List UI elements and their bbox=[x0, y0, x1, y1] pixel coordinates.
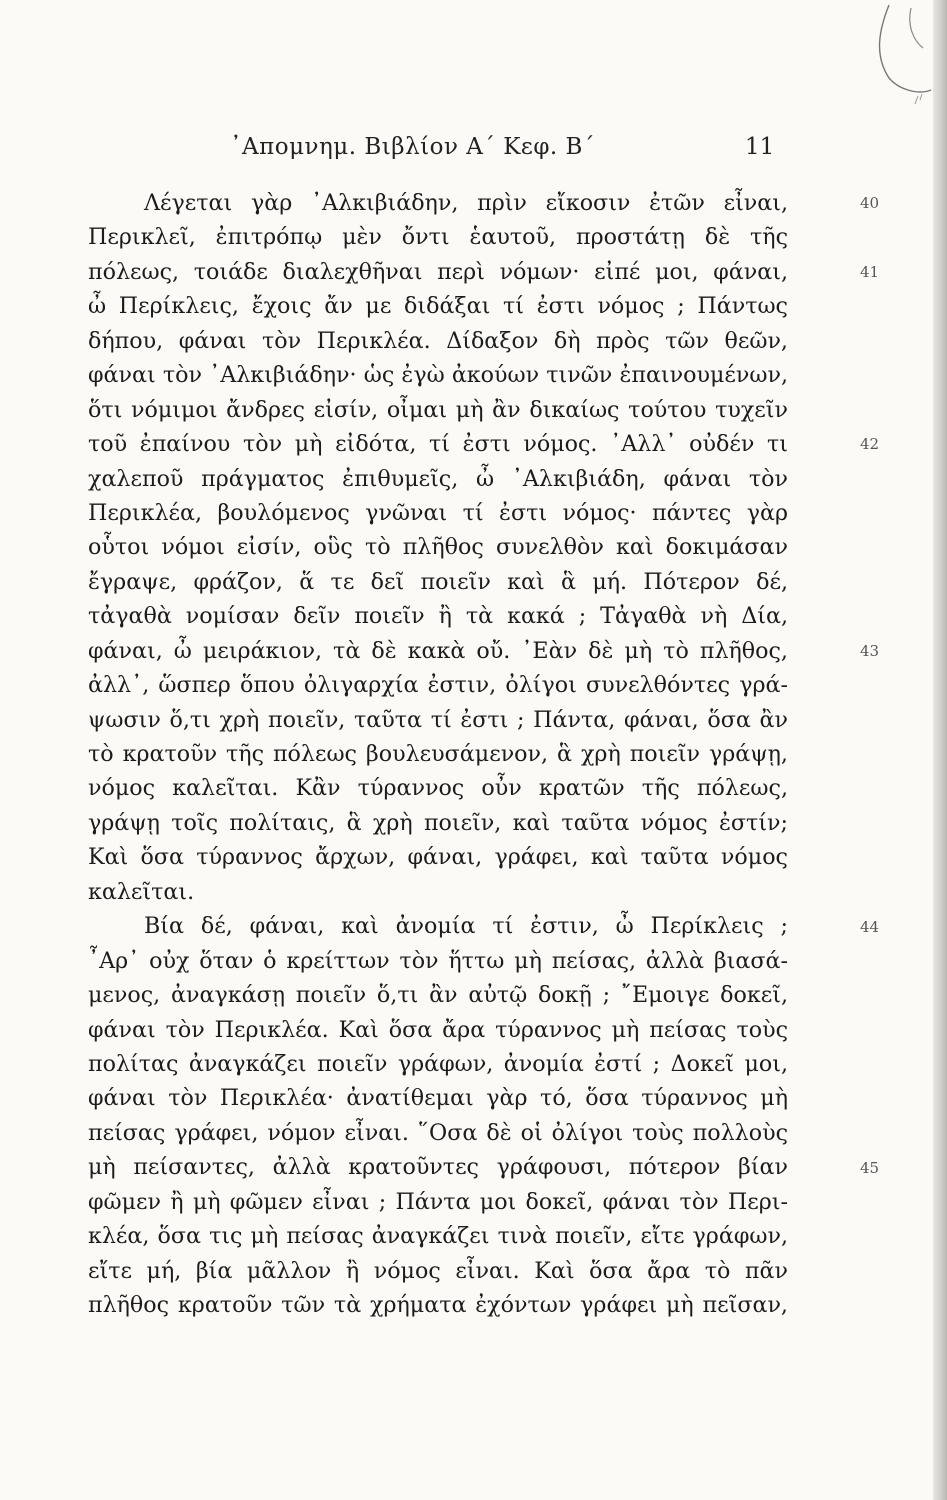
text-line: Περικλεῖ, ἐπιτρόπῳ μὲν ὄντι ἑαυτοῦ, προστάτῃ δὲ τῆς bbox=[88, 224, 788, 251]
text-line: κλέα, ὅσα τις μὴ πείσας ἀναγκάζει τινὰ ποιεῖν, εἴτε γράφων, bbox=[88, 1223, 788, 1250]
text-line: φάναι τὸν Περικλέα. Καὶ ὅσα ἄρα τύραννος μὴ πείσας τοὺς bbox=[88, 1016, 788, 1043]
text-line: καλεῖται. bbox=[88, 878, 195, 905]
text-line: γράψῃ τοῖς πολίταις, ἃ χρὴ ποιεῖν, καὶ ταῦτα νόμος ἐστίν; bbox=[88, 809, 788, 836]
text-line: μὴ πείσαντες, ἀλλὰ κρατοῦντες γράφουσι, πότερον βίαν bbox=[88, 1154, 788, 1181]
running-header: ᾿Απομνημ. Βιβλίον Α΄ Κεφ. Β΄ bbox=[230, 134, 595, 160]
text-line: πολίτας ἀναγκάζει ποιεῖν γράφων, ἀνομία ἐστί ; Δοκεῖ μοι, bbox=[88, 1050, 788, 1077]
section-number: 44 bbox=[860, 917, 880, 936]
text-line: ψωσιν ὅ,τι χρὴ ποιεῖν, ταῦτα τί ἐστι ; Πάντα, φάναι, ὅσα ἂν bbox=[88, 706, 788, 733]
text-line: μενος, ἀναγκάσῃ ποιεῖν ὅ,τι ἂν αὐτῷ δοκῇ ; ῎Εμοιγε δοκεῖ, bbox=[88, 982, 788, 1009]
text-line: Περικλέα, βουλόμενος γνῶναι τί ἐστι νόμος· πάντες γὰρ bbox=[88, 499, 788, 526]
text-line: νόμος καλεῖται. Κἂν τύραννος οὖν κρατῶν τῆς πόλεως, bbox=[88, 775, 788, 802]
text-line: ὅτι νόμιμοι ἄνδρες εἰσίν, οἶμαι μὴ ἂν δικαίως τούτου τυχεῖν bbox=[88, 396, 788, 423]
text-line: τοῦ ἐπαίνου τὸν μὴ εἰδότα, τί ἐστι νόμος. ᾿Αλλ᾿ οὐδέν τι bbox=[88, 431, 788, 458]
section-number: 45 bbox=[860, 1158, 880, 1177]
text-line: χαλεποῦ πράγματος ἐπιθυμεῖς, ὦ ᾿Αλκιβιάδη, φάναι τὸν bbox=[88, 465, 788, 492]
text-line: οὗτοι νόμοι εἰσίν, οὓς τὸ πλῆθος συνελθὸν καὶ δοκιμάσαν bbox=[88, 534, 788, 561]
text-line: Λέγεται γὰρ ᾿Αλκιβιάδην, πρὶν εἴκοσιν ἐτῶν εἶναι, bbox=[144, 190, 788, 216]
text-line: πόλεως, τοιάδε διαλεχθῆναι περὶ νόμων· εἰπέ μοι, φάναι, bbox=[88, 258, 788, 285]
text-line: Βία δέ, φάναι, καὶ ἀνομία τί ἐστιν, ὦ Περίκλεις ; bbox=[144, 913, 788, 940]
text-line: φῶμεν ἢ μὴ φῶμεν εἶναι ; Πάντα μοι δοκεῖ, φάναι τὸν Περι- bbox=[88, 1188, 788, 1215]
page-number: 11 bbox=[745, 134, 775, 160]
text-line: ὦ Περίκλεις, ἔχοις ἄν με διδάξαι τί ἐστι νόμος ; Πάντως bbox=[88, 293, 788, 320]
text-line: τἀγαθὰ νομίσαν δεῖν ποιεῖν ἢ τὰ κακά ; Τἀγαθὰ νὴ Δία, bbox=[88, 603, 788, 630]
section-number: 41 bbox=[860, 262, 880, 281]
text-line: πείσας γράφει, νόμον εἶναι. ῞Οσα δὲ οἱ ὀλίγοι τοὺς πολλοὺς bbox=[88, 1119, 788, 1146]
text-line: δήπου, φάναι τὸν Περικλέα. Δίδαξον δὴ πρὸς τῶν θεῶν, bbox=[88, 327, 788, 354]
text-line: φάναι, ὦ μειράκιον, τὰ δὲ κακὰ οὔ. ᾿Εὰν δὲ μὴ τὸ πλῆθος, bbox=[88, 637, 788, 664]
text-line: ἔγραψε, φράζον, ἅ τε δεῖ ποιεῖν καὶ ἃ μή. Πότερον δέ, bbox=[88, 568, 788, 595]
greek-text-body bbox=[88, 186, 880, 1322]
text-line: φάναι τὸν Περικλέα· ἀνατίθεμαι γὰρ τό, ὅσα τύραννος μὴ bbox=[88, 1085, 788, 1112]
text-line: φάναι τὸν ᾿Αλκιβιάδην· ὡς ἐγὼ ἀκούων τινῶν ἐπαινουμένων, bbox=[88, 362, 788, 389]
text-line: ἀλλ᾿, ὥσπερ ὅπου ὀλιγαρχία ἐστιν, ὀλίγοι συνελθόντες γρά- bbox=[88, 672, 788, 699]
section-number: 42 bbox=[860, 435, 880, 454]
text-line: ῏Αρ᾿ οὐχ ὅταν ὁ κρείττων τὸν ἥττω μὴ πείσας, ἀλλὰ βιασά- bbox=[88, 947, 788, 974]
page-edge-shadow bbox=[933, 0, 947, 1500]
text-line: Καὶ ὅσα τύραννος ἄρχων, φάναι, γράφει, καὶ ταῦτα νόμος bbox=[88, 844, 788, 871]
corner-pencil-mark bbox=[819, 0, 939, 120]
text-line: εἴτε μή, βία μᾶλλον ἢ νόμος εἶναι. Καὶ ὅσα ἄρα τὸ πᾶν bbox=[88, 1257, 788, 1284]
section-number: 40 bbox=[860, 194, 880, 212]
text-line: πλῆθος κρατοῦν τῶν τὰ χρήματα ἐχόντων γράφει μὴ πεῖσαν, bbox=[88, 1292, 788, 1318]
section-number: 43 bbox=[860, 641, 880, 660]
text-line: τὸ κρατοῦν τῆς πόλεως βουλευσάμενον, ἃ χρὴ ποιεῖν γράψῃ, bbox=[88, 741, 788, 767]
